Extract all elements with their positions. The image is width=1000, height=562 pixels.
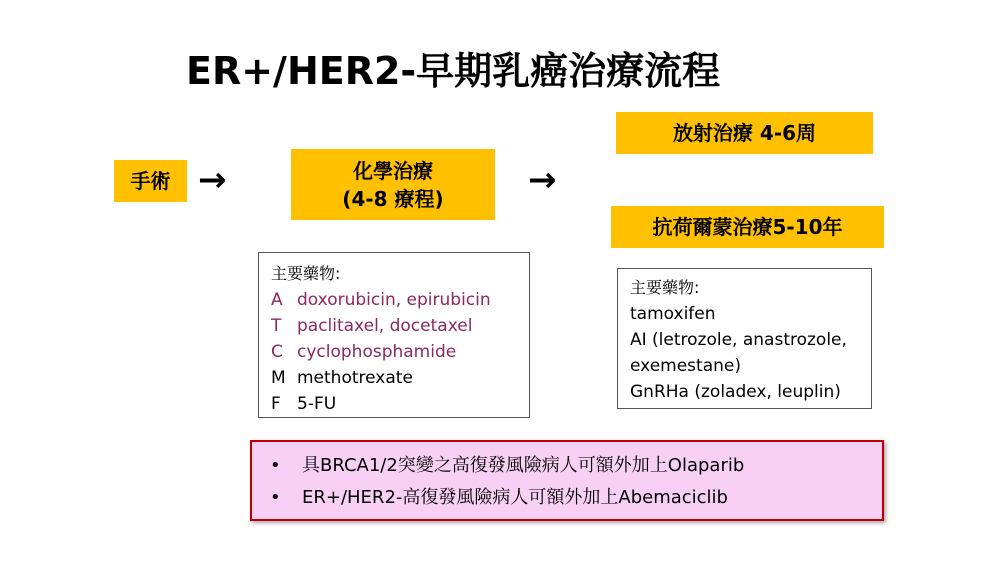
drug-name: cyclophosphamide	[297, 342, 457, 362]
drug-line: tamoxifen	[630, 304, 716, 324]
hormone-drug-list	[617, 268, 872, 409]
drug-row	[271, 313, 517, 339]
drug-name: paclitaxel, docetaxel	[297, 316, 473, 336]
page-title: ER+/HER2-早期乳癌治療流程	[186, 49, 721, 93]
note-text: ER+/HER2-高復發風險病人可額外加上Abemaciclib	[302, 487, 728, 508]
chemo-drug-list	[258, 252, 530, 418]
drug-row	[271, 365, 517, 391]
bullet-icon: •	[270, 487, 281, 508]
drug-code: T	[271, 316, 282, 336]
drug-name: 5-FU	[297, 394, 337, 414]
chemo-drug-header: 主要藥物:	[271, 264, 341, 283]
drug-code: M	[271, 368, 286, 388]
chemotherapy-label: 化學治療	[353, 158, 433, 183]
arrow-icon: →	[198, 160, 227, 200]
hormone-drug-header: 主要藥物:	[630, 278, 700, 297]
drug-line: exemestane)	[630, 356, 741, 376]
radiation-label: 放射治療 4-6周	[672, 121, 817, 145]
arrow-icon: →	[528, 160, 557, 200]
drug-line: GnRHa (zoladex, leuplin)	[630, 382, 841, 402]
drug-row	[271, 391, 517, 417]
hormone-therapy-label: 抗荷爾蒙治療5-10年	[652, 215, 843, 239]
drug-row	[271, 287, 517, 313]
note-item	[262, 450, 872, 482]
drug-code: F	[271, 394, 281, 414]
drug-code: A	[271, 290, 283, 310]
notes-box	[250, 440, 884, 521]
note-text: 具BRCA1/2突變之高復發風險病人可額外加上Olaparib	[302, 455, 745, 476]
note-item	[262, 482, 872, 514]
hormone-therapy-box	[611, 206, 884, 248]
bullet-icon: •	[270, 455, 281, 476]
drug-line: AI (letrozole, anastrozole,	[630, 330, 847, 350]
chemotherapy-cycles: (4-8 療程)	[342, 186, 444, 211]
drug-name: doxorubicin, epirubicin	[297, 290, 491, 310]
radiation-box	[616, 112, 873, 154]
drug-name: methotrexate	[297, 368, 413, 388]
chemotherapy-box	[291, 149, 495, 220]
drug-code: C	[271, 342, 283, 362]
surgery-label: 手術	[130, 169, 171, 193]
drug-row	[271, 339, 517, 365]
surgery-box	[114, 160, 187, 202]
